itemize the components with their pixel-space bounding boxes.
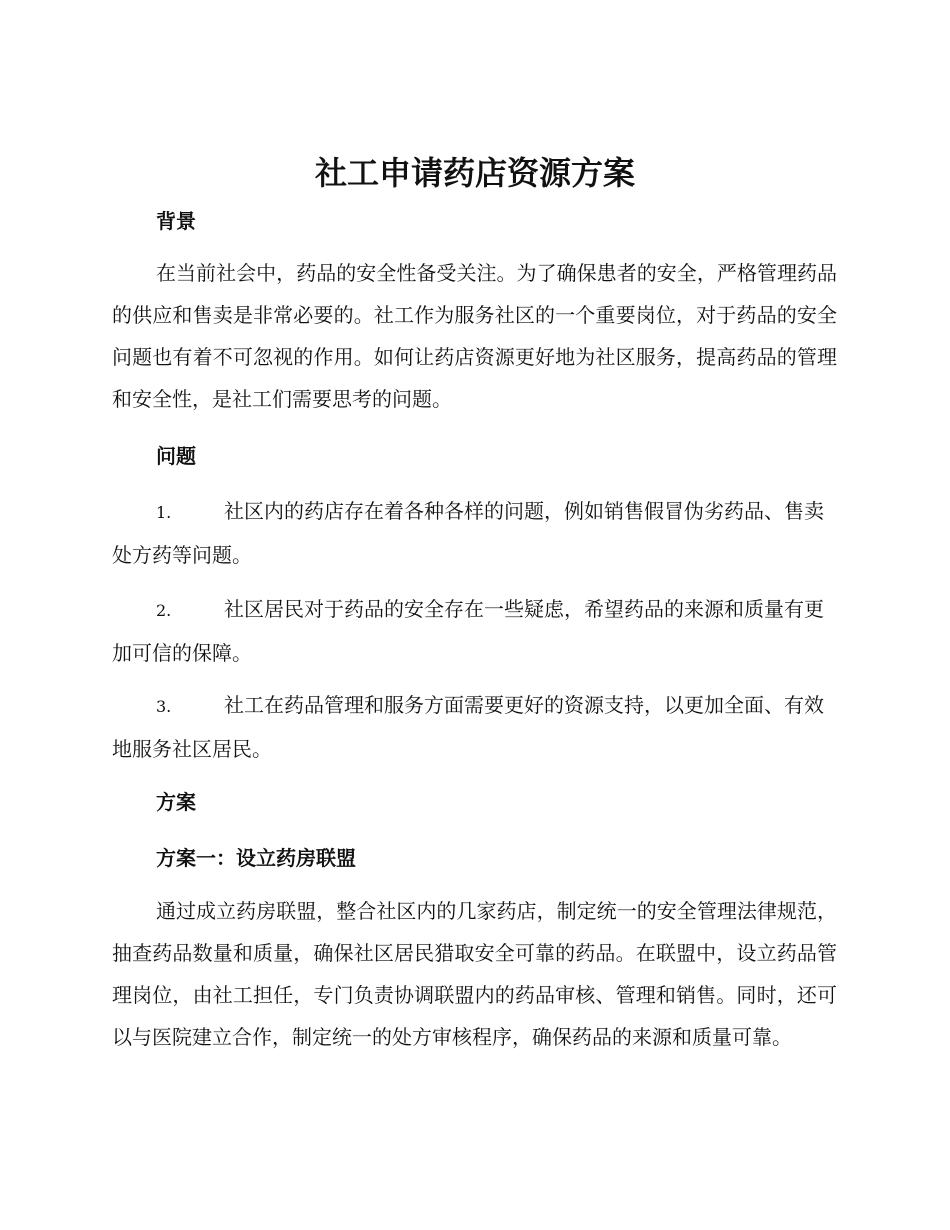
problem-list-item bbox=[112, 490, 837, 576]
list-text: 社区居民对于药品的安全存在一些疑虑，希望药品的来源和质量有更加可信的保障。 bbox=[112, 597, 824, 665]
problem-list-item bbox=[112, 588, 837, 674]
document-title: 社工申请药店资源方案 bbox=[314, 154, 635, 192]
list-number: 3. bbox=[156, 697, 172, 716]
list-text: 社工在药品管理和服务方面需要更好的资源支持，以更加全面、有效地服务社区居民。 bbox=[112, 693, 824, 761]
problem-list-item bbox=[112, 684, 837, 770]
background-paragraph: 在当前社会中，药品的安全性备受关注。为了确保患者的安全，严格管理药品的供应和售卖是非常必要的。社工作为服务社区的一个重要岗位，对于药品的安全问题也有着不可忽视的作用。如何让药店资源更好地为社区服务，提高药品的管理和安全性，是社工们需要思考的问题。 bbox=[112, 261, 837, 411]
plan1-paragraph: 通过成立药房联盟，整合社区内的几家药店，制定统一的安全管理法律规范，抽查药品数量和质量，确保社区居民猎取安全可靠的药品。在联盟中，设立药品管理岗位，由社工担任，专门负责协调联盟内的药品审核、管理和销售。同时，还可以与医院建立合作，制定统一的处方审核程序，确保药品的来源和质量可靠。 bbox=[112, 899, 837, 1049]
section-heading-plans: 方案 bbox=[156, 790, 196, 814]
section-heading-background: 背景 bbox=[156, 209, 196, 233]
plan1-heading: 方案一：设立药房联盟 bbox=[156, 846, 356, 870]
list-text: 社区内的药店存在着各种各样的问题，例如销售假冒伪劣药品、售卖处方药等问题。 bbox=[112, 499, 824, 567]
list-number: 1. bbox=[156, 503, 172, 522]
list-number: 2. bbox=[156, 601, 172, 620]
section-heading-problems: 问题 bbox=[156, 444, 196, 468]
